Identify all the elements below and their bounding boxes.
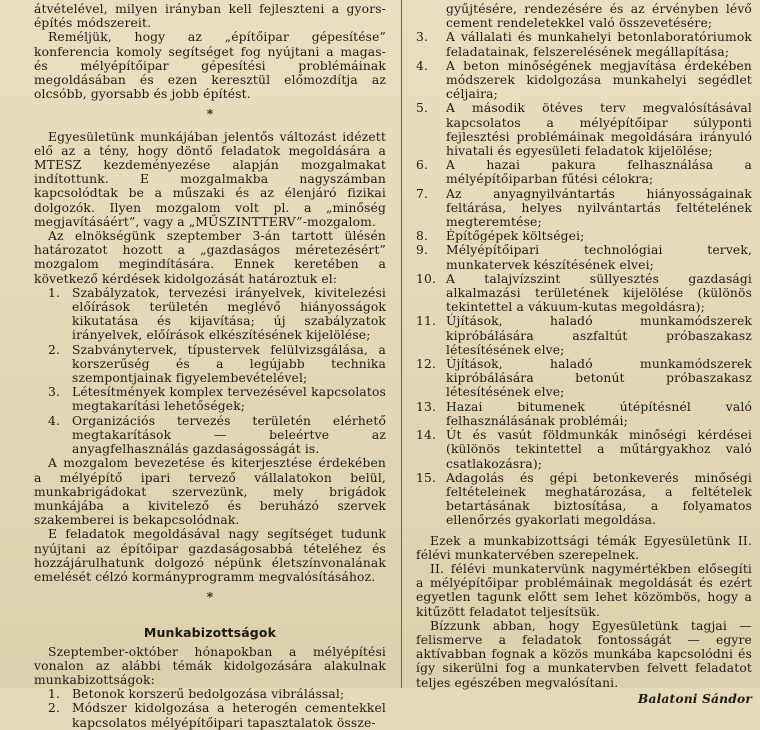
- list-text: A vállalati és munkahelyi betonlaboratóriumok feladatainak, felszerelésének megállapítása;: [446, 30, 752, 59]
- list-item: [416, 229, 752, 243]
- list-text: Újítások, haladó munkamódszerek kipróbálására aszfaltút próbaszakasz létesítésének elve;: [446, 314, 752, 357]
- list-number: 10.: [416, 271, 437, 286]
- list-item: [416, 272, 752, 315]
- list-item: [34, 286, 386, 343]
- list-item: [416, 30, 752, 58]
- list-number: 1.: [48, 285, 61, 300]
- paragraph: Reméljük, hogy az „építőipar gépesítése” konferencia komoly segítséget fog nyújtani a magas- és mélyépítőipar gépesítési problémáinak megoldásában és ezen keresztül előmozdítja az olcsóbb, gyorsabb és jobb építést.: [34, 30, 386, 102]
- list-item: [416, 158, 752, 186]
- author-signature: Balatoni Sándor: [637, 690, 752, 706]
- list-text: Adagolás és gépi betonkeverés minőségi feltételeinek meghatározása, a feltételek betartásának biztosítása, a folyamatos ellenőrzés gyakorlati megoldása.: [446, 470, 752, 528]
- list-item: [34, 385, 386, 413]
- list-item: [416, 428, 752, 471]
- list-text: Az anyagnyilvántartás hiányosságainak feltárása, helyes nyilvántartás feltételének megteremtése;: [446, 186, 752, 230]
- paragraph: Egyesületünk munkájában jelentős változást idézett elő az a tény, hogy döntő feladatok megoldására a MTESZ kezdeményezése alapján mozgalmakat indítottunk. E mozgalmakba nagyszámban kapcsolódtak be a műszaki és az élenjáró fizikai dolgozók. Ilyen mozgalom volt pl. a „minőség megjavításáért”, vagy a „MŰSZINTTERV”-mozgalom.: [34, 129, 386, 229]
- paragraph: átvételével, milyen irányban kell fejleszteni a gyors-építés módszereit.: [34, 2, 386, 31]
- section-heading: Munkabizottságok: [143, 625, 277, 641]
- list-number: 15.: [416, 470, 437, 485]
- resolution-list: [34, 286, 386, 456]
- list-number: 2.: [48, 342, 61, 357]
- list-item: [34, 414, 386, 457]
- list-text: A talajvízszint süllyesztés gazdasági alkalmazási területének kijelölése (különös tekintettel a vákuum-kutas megoldásra);: [446, 271, 752, 315]
- list-item: [416, 187, 752, 230]
- list-number: 2.: [48, 701, 61, 716]
- list-item: [416, 357, 752, 400]
- committee-list: [34, 687, 386, 730]
- list-number: 8.: [416, 229, 429, 244]
- list-number: 3.: [48, 385, 61, 400]
- list-item: [416, 314, 752, 357]
- list-number: 14.: [416, 428, 437, 443]
- list-text: Mélyépítőipari technológiai tervek, munkatervek készítésének elvei;: [446, 243, 752, 272]
- list-number: 6.: [416, 158, 429, 173]
- list-text: A hazai pakura felhasználása a mélyépítőiparban fűtési célokra;: [446, 158, 752, 187]
- list-text: Szabályzatok, tervezési irányelvek, kivitelezési előírások területén meglévő hiányosságok kikutatása és kijavítása; új szabályzatok irányelvek, előírások elkészítésének kijelölése;: [72, 285, 386, 343]
- list-number: 3.: [416, 30, 429, 45]
- list-text: A második ötéves terv megvalósításával kapcsolatos a mélyépítőipar súlyponti fejlesztési problémáinak megoldására irányuló hivatali és egyesületi feladatok kijelölése;: [446, 101, 752, 159]
- paragraph: Ezek a munkabizottsági témák Egyesületünk II. félévi munkatervében szerepelnek.: [416, 533, 752, 562]
- paragraph: Az elnökségünk szeptember 3-án tartott ülésén határozatot hozott a „gazdaságos méretezésért” mozgalom megindítására. Ennek keretében a következő kérdések kidolgozását határoztuk el:: [34, 229, 386, 286]
- list-text: Szabványtervek, típustervek felülvizsgálása, a korszerűség és a legújabb technika szempontjainak figyelembevételével;: [72, 342, 386, 386]
- list-number: 4.: [48, 413, 61, 428]
- list-item: [416, 101, 752, 158]
- right-column: [416, 2, 752, 706]
- column-divider: [401, 0, 402, 688]
- list-number: 1.: [48, 687, 61, 702]
- list-number: 11.: [416, 314, 437, 329]
- list-item: [34, 701, 386, 729]
- committee-list-continued: [416, 30, 752, 527]
- list-text: Újítások, haladó munkamódszerek kipróbálására betonút próbaszakasz létesítésének elve;: [446, 357, 752, 400]
- list-item: [34, 343, 386, 386]
- list-number: 7.: [416, 186, 429, 201]
- paragraph: E feladatok megoldásával nagy segítséget tudunk nyújtani az építőipar gazdaságosabbá tételéhez és hozzájárulhatunk dolgozó népünk életszínvonalának emelését célzó kormányprogramm megvalósításához.: [34, 527, 386, 584]
- list-continuation: gyűjtésére, rendezésére és az érvényben lévő cement rendeletekkel való összevetésére;: [446, 2, 752, 31]
- list-number: 5.: [416, 101, 429, 116]
- list-item: [416, 400, 752, 428]
- paragraph: A mozgalom bevezetése és kiterjesztése érdekében a mélyépítő ipari tervező vállalatokon belül, munkabrigádokat szervezünk, mely brigádok munkájába a kivitelező és beruházó szervek szakemberei is bekapcsolódnak.: [34, 456, 386, 528]
- paragraph: Szeptember-október hónapokban a mélyépítési vonalon az alábbi témák kidolgozására alakulnak munkabizottságok:: [34, 644, 386, 687]
- list-text: Létesítmények komplex tervezésével kapcsolatos megtakarítási lehetőségek;: [72, 385, 386, 414]
- list-text: Organizációs tervezés területén elérhető megtakarítások — beleértve az anyagfelhasználás gazdaságosságát is.: [72, 413, 386, 457]
- paragraph: II. félévi munkatervünk nagymértékben elősegíti a mélyépítőipar problémáinak megoldását és ezért egyetlen tagunk előtt sem lehet közömbös, hogy a kitűzött feladatot teljesítsük.: [416, 561, 752, 619]
- left-column: [34, 2, 386, 730]
- list-number: 13.: [416, 399, 437, 414]
- list-text: Betonok korszerű bedolgozása vibrálással;: [72, 687, 345, 702]
- list-item: [416, 59, 752, 102]
- list-item: [416, 471, 752, 528]
- list-item: [416, 243, 752, 271]
- section-separator-star: *: [206, 106, 214, 122]
- list-number: 12.: [416, 357, 437, 372]
- list-number: 9.: [416, 243, 429, 258]
- list-text: Módszer kidolgozása a heterogén cementekkel kapcsolatos mélyépítőipari tapasztalatok össze-: [72, 701, 386, 730]
- paragraph: Bízzunk abban, hogy Egyesületünk tagjai — felismerve a feladatok fontosságát — egyre aktívabban fognak a közös munkába kapcsolódni és így sikerülni fog a munkatervben felvett feladatot teljes egészében megvalósítani.: [416, 618, 752, 690]
- section-separator-star: *: [206, 589, 214, 605]
- list-item: [34, 687, 386, 701]
- list-text: Hazai bitumenek útépítésnél való felhasználásának problémái;: [446, 399, 752, 428]
- list-text: A beton minőségének megjavítása érdekében módszerek kidolgozása munkahelyi segédlet céljaira;: [446, 58, 752, 102]
- list-text: Út és vasút földmunkák minőségi kérdései (különös tekintettel a műtárgyakhoz való csatlakozásra);: [446, 428, 752, 471]
- list-number: 4.: [416, 58, 429, 73]
- list-text: Építőgépek költségei;: [446, 229, 585, 244]
